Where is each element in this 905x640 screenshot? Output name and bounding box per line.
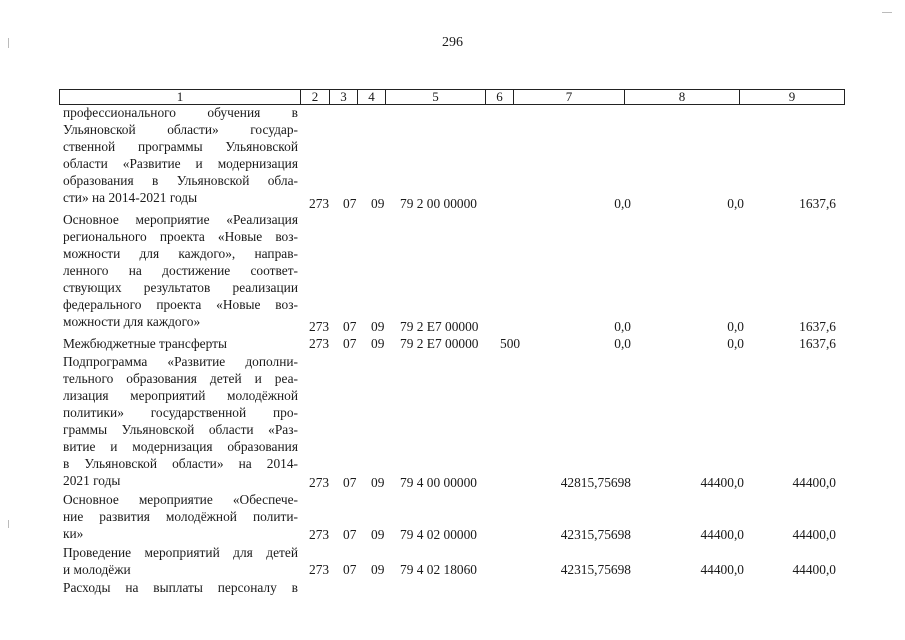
desc-line: политики» государственной про- [63, 405, 298, 420]
scan-artifact [8, 38, 9, 48]
header-col-9: 9 [788, 89, 796, 104]
cell-ministry: 273 [309, 336, 330, 351]
header-col-8: 8 [625, 90, 740, 104]
desc-line: Расходы на выплаты персоналу в [63, 580, 298, 595]
header-col-7: 7 [514, 90, 625, 104]
cell-amount-col8: 0,0 [727, 319, 744, 334]
cell-amount-col8: 0,0 [727, 336, 744, 351]
desc-line: ки» [63, 526, 84, 541]
cell-section: 07 [343, 319, 357, 334]
row-description [63, 354, 298, 490]
cell-target-code: 79 4 02 00000 [400, 527, 477, 542]
cell-amount-col9: 44400,0 [792, 562, 836, 577]
desc-line: лизация мероприятий молодёжной [63, 388, 298, 403]
row-description [63, 492, 298, 543]
cell-subsection: 09 [371, 336, 385, 351]
cell-amount-col9: 1637,6 [799, 196, 836, 211]
desc-line: ствующих результатов реализации [63, 280, 298, 295]
cell-subsection: 09 [371, 475, 385, 490]
desc-line: граммы Ульяновской области «Раз- [63, 422, 298, 437]
cell-amount-col9: 1637,6 [799, 319, 836, 334]
header-col-4: 4 [358, 90, 386, 104]
row-description [63, 545, 298, 579]
header-col-3: 3 [330, 90, 358, 104]
row-description [63, 212, 298, 331]
header-col-1: 1 [60, 90, 301, 104]
cell-target-code: 79 4 02 18060 [400, 562, 477, 577]
cell-section: 07 [343, 196, 357, 211]
cell-amount-col9: 44400,0 [792, 475, 836, 490]
desc-line: Межбюджетные трансферты [63, 336, 227, 351]
desc-line: 2021 годы [63, 473, 121, 488]
page-number: 296 [442, 35, 463, 50]
row-description [63, 336, 298, 353]
table-header [59, 89, 845, 105]
desc-line: федерального проекта «Новые воз- [63, 297, 298, 312]
cell-amount-col9: 1637,6 [799, 336, 836, 351]
desc-line: ленного на достижение соответ- [63, 263, 298, 278]
desc-line: профессионального обучения в [63, 105, 298, 120]
cell-target-code: 79 2 00 00000 [400, 196, 477, 211]
cell-ministry: 273 [309, 562, 330, 577]
desc-line: ственной программы Ульяновской [63, 139, 298, 154]
cell-expense-type: 500 [500, 336, 521, 351]
header-col-5: 5 [386, 90, 486, 104]
row-description [63, 580, 298, 597]
cell-target-code: 79 2 E7 00000 [400, 336, 479, 351]
cell-amount-col8: 44400,0 [700, 562, 744, 577]
cell-section: 07 [343, 527, 357, 542]
cell-amount-col7: 0,0 [614, 336, 631, 351]
desc-line: сти» на 2014-2021 годы [63, 190, 198, 205]
cell-subsection: 09 [371, 196, 385, 211]
desc-line: Подпрограмма «Развитие дополни- [63, 354, 298, 369]
cell-amount-col8: 44400,0 [700, 475, 744, 490]
cell-subsection: 09 [371, 562, 385, 577]
desc-line: можности для каждого» [63, 314, 201, 329]
desc-line: ние развития молодёжной полити- [63, 509, 298, 524]
desc-line: в Ульяновской области» на 2014- [63, 456, 298, 471]
desc-line: Основное мероприятие «Реализация [63, 212, 298, 227]
cell-amount-col7: 0,0 [614, 319, 631, 334]
header-col-6: 6 [486, 90, 514, 104]
cell-amount-col7: 42315,75698 [560, 562, 631, 577]
desc-line: тельного образования детей и реа- [63, 371, 298, 386]
row-description [63, 105, 298, 207]
desc-line: можности для каждого», направ- [63, 246, 298, 261]
cell-target-code: 79 2 E7 00000 [400, 319, 479, 334]
cell-section: 07 [343, 336, 357, 351]
cell-target-code: 79 4 00 00000 [400, 475, 477, 490]
desc-line: образования в Ульяновской обла- [63, 173, 298, 188]
scan-artifact [8, 520, 9, 528]
cell-amount-col7: 42315,75698 [560, 527, 631, 542]
desc-line: области «Развитие и модернизация [63, 156, 298, 171]
cell-amount-col7: 0,0 [614, 196, 631, 211]
scan-artifact [882, 12, 892, 13]
cell-subsection: 09 [371, 319, 385, 334]
cell-section: 07 [343, 562, 357, 577]
desc-line: Основное мероприятие «Обеспече- [63, 492, 298, 507]
cell-subsection: 09 [371, 527, 385, 542]
cell-ministry: 273 [309, 196, 330, 211]
desc-line: регионального проекта «Новые воз- [63, 229, 298, 244]
desc-line: Проведение мероприятий для детей [63, 545, 298, 560]
desc-line: Ульяновской области» государ- [63, 122, 298, 137]
cell-amount-col8: 44400,0 [700, 527, 744, 542]
cell-ministry: 273 [309, 319, 330, 334]
desc-line: и молодёжи [63, 562, 131, 577]
cell-section: 07 [343, 475, 357, 490]
cell-ministry: 273 [309, 475, 330, 490]
cell-amount-col8: 0,0 [727, 196, 744, 211]
header-col-2: 2 [301, 90, 330, 104]
cell-amount-col7: 42815,75698 [560, 475, 631, 490]
cell-ministry: 273 [309, 527, 330, 542]
desc-line: витие и модернизация образования [63, 439, 298, 454]
cell-amount-col9: 44400,0 [792, 527, 836, 542]
